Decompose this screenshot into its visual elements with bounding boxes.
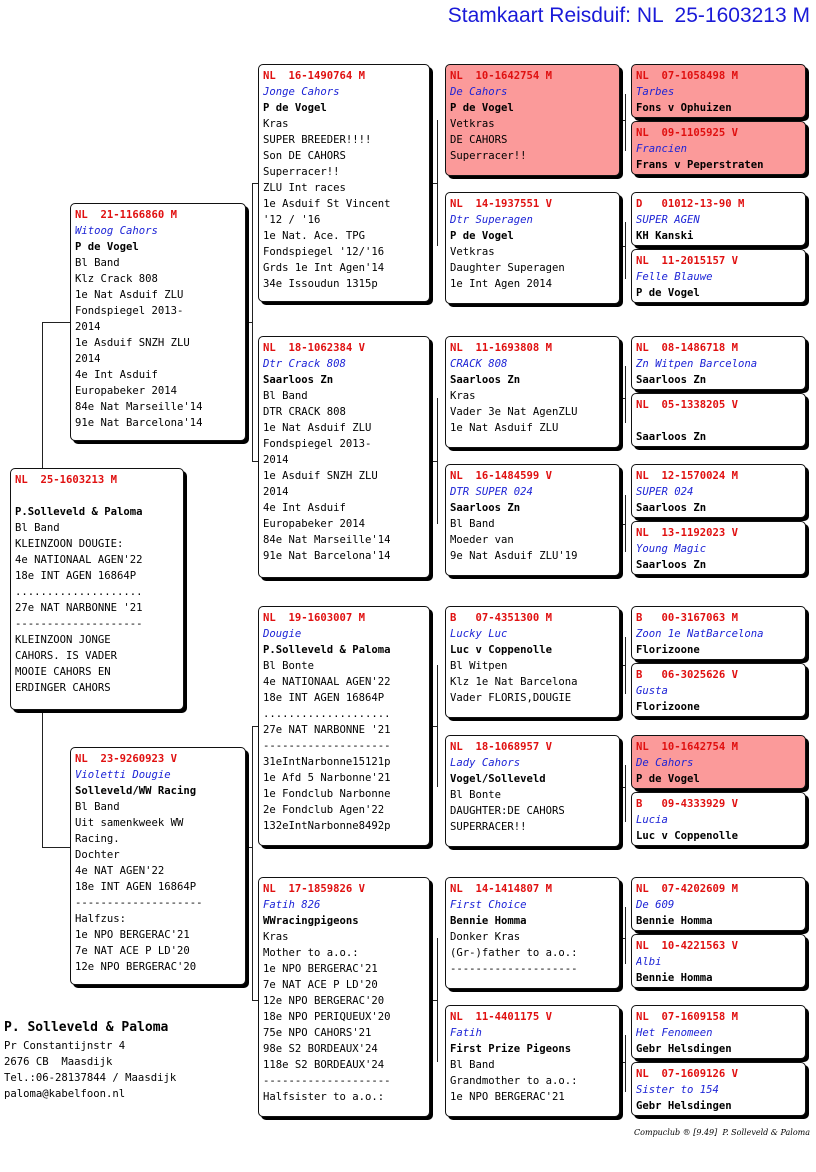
pigeon-name: Young Magic: [636, 543, 707, 555]
breeder-name: P de Vogel: [450, 102, 514, 114]
pedigree-info-line: Bl Band: [263, 390, 308, 402]
pigeon-name: Tarbes: [636, 86, 675, 98]
breeder-name: P de Vogel: [450, 230, 514, 242]
pigeon-name: De Cahors: [450, 86, 508, 98]
breeder-name: Bennie Homma: [636, 915, 713, 927]
pedigree-info-line: ....................: [263, 708, 391, 720]
pigeon-name: Fatih: [450, 1027, 482, 1039]
connector: [620, 524, 626, 525]
ring-number: NL 13-1192023 V: [636, 527, 739, 539]
ring-number: D 01012-13-90 M: [636, 198, 745, 210]
pedigree-info-line: 12e NPO BERGERAC'20: [75, 961, 197, 973]
pedigree-info-line: Halfzus:: [75, 913, 127, 925]
pigeon-name: Zoon 1e NatBarcelona: [636, 628, 764, 640]
connector: [620, 120, 626, 121]
pedigree-info-line: 2014: [263, 454, 289, 466]
pigeon-name: Lucky Luc: [450, 628, 508, 640]
pedigree-info-line: 1e NPO BERGERAC'21: [75, 929, 190, 941]
breeder-name: Gebr Helsdingen: [636, 1100, 732, 1112]
pigeon-name: Zn Witpen Barcelona: [636, 358, 758, 370]
pedigree-card-gen4[interactable]: [631, 792, 806, 846]
pedigree-info-line: 4e NATIONAAL AGEN'22: [263, 676, 391, 688]
ring-number: NL 16-1484599 V: [450, 470, 553, 482]
ring-number: NL 18-1062384 V: [263, 342, 366, 354]
ring-number: NL 10-1642754 M: [636, 741, 739, 753]
pedigree-info-line: Vetkras: [450, 118, 495, 130]
pedigree-info-line: ZLU Int races: [263, 182, 346, 194]
pedigree-info-line: CAHORS. IS VADER: [15, 650, 118, 662]
pedigree-card-sdd[interactable]: [445, 464, 620, 576]
connector: [42, 710, 43, 847]
pedigree-info-line: 1e Afd 5 Narbonne'21: [263, 772, 391, 784]
breeder-name: Saarloos Zn: [636, 374, 707, 386]
pigeon-name: Het Fenomeen: [636, 1027, 713, 1039]
breeder-name: Saarloos Zn: [636, 502, 707, 514]
pigeon-name: Dtr Superagen: [450, 214, 533, 226]
connector: [620, 246, 626, 247]
connector: [625, 222, 626, 279]
pedigree-card-sds[interactable]: [445, 336, 620, 448]
pedigree-info-line: 98e S2 BORDEAUX'24: [263, 1043, 378, 1055]
pedigree-info-line: Donker Kras: [450, 931, 521, 943]
breeder-name: P de Vogel: [263, 102, 327, 114]
connector: [246, 322, 253, 323]
pigeon-name: Lady Cahors: [450, 757, 521, 769]
pedigree-info-line: Grds 1e Int Agen'14: [263, 262, 385, 274]
pigeon-name: [636, 413, 801, 429]
pedigree-card-gen4[interactable]: [631, 249, 806, 303]
breeder-name: Vogel/Solleveld: [450, 773, 546, 785]
connector: [625, 1035, 626, 1092]
pedigree-info-line: Europabeker 2014: [75, 385, 178, 397]
pigeon-name: DTR SUPER 024: [450, 486, 533, 498]
ring-number: B 09-4333929 V: [636, 798, 739, 810]
pedigree-info-line: 2e Fondclub Agen'22: [263, 804, 385, 816]
breeder-name: Florizoone: [636, 644, 700, 656]
pedigree-info-line: 84e Nat Marseille'14: [75, 401, 203, 413]
pedigree-info-line: (Gr-)father to a.o.:: [450, 947, 578, 959]
ring-number: NL 14-1414807 M: [450, 883, 553, 895]
pedigree-info-line: Dochter: [75, 849, 120, 861]
pedigree-info-line: 118e S2 BORDEAUX'24: [263, 1059, 385, 1071]
ring-number: NL 18-1068957 V: [450, 741, 553, 753]
pedigree-info-line: Kras: [263, 118, 289, 130]
pedigree-info-line: 7e NAT ACE P LD'20: [75, 945, 190, 957]
pigeon-name: Francien: [636, 143, 688, 155]
pedigree-info-line: 18e NPO PERIQUEUX'20: [263, 1011, 391, 1023]
breeder-name: Fons v Ophuizen: [636, 102, 732, 114]
ring-number: NL 07-1609158 M: [636, 1011, 739, 1023]
pedigree-info-line: 34e Issoudun 1315p: [263, 278, 378, 290]
ring-number: NL 23-9260923 V: [75, 753, 178, 765]
pedigree-info-line: Kras: [263, 931, 289, 943]
pigeon-name: First Choice: [450, 899, 527, 911]
pigeon-name: Witoog Cahors: [75, 225, 158, 237]
pedigree-card-dss[interactable]: [445, 606, 620, 718]
owner-address: Pr Constantijnstr 4: [4, 1040, 126, 1052]
pedigree-info-line: '12 / '16: [263, 214, 321, 226]
pedigree-info-line: Superracer!!: [263, 166, 340, 178]
pedigree-info-line: DAUGHTER:DE CAHORS: [450, 805, 565, 817]
breeder-name: Bennie Homma: [450, 915, 527, 927]
ring-number: NL 10-4221563 V: [636, 940, 739, 952]
pedigree-card-sss[interactable]: [445, 64, 620, 176]
breeder-name: Luc v Coppenolle: [636, 830, 739, 842]
owner-city: 2676 CB Maasdijk: [4, 1056, 113, 1068]
breeder-name: P de Vogel: [75, 241, 139, 253]
pedigree-info-line: 1e Int Agen 2014: [450, 278, 553, 290]
pedigree-info-line: 4e NAT AGEN'22: [75, 865, 165, 877]
pedigree-info-line: DTR CRACK 808: [263, 406, 346, 418]
connector: [625, 366, 626, 423]
connector: [620, 787, 626, 788]
ring-number: NL 11-2015157 V: [636, 255, 739, 267]
pedigree-info-line: 18e INT AGEN 16864P: [75, 881, 197, 893]
pedigree-info-line: KLEINZOON DOUGIE:: [15, 538, 124, 550]
pedigree-info-line: Kras: [450, 390, 476, 402]
pigeon-name: De 609: [636, 899, 675, 911]
pigeon-name: Lucia: [636, 814, 668, 826]
pedigree-info-line: ....................: [15, 586, 143, 598]
ring-number: NL 07-1609126 V: [636, 1068, 739, 1080]
breeder-name: Florizoone: [636, 701, 700, 713]
connector: [252, 726, 253, 1000]
pedigree-card-gen4[interactable]: [631, 735, 806, 789]
pedigree-info-line: --------------------: [263, 740, 391, 752]
pigeon-name: Dougie: [263, 628, 302, 640]
pigeon-name: SUPER 024: [636, 486, 694, 498]
pedigree-card-gen4[interactable]: [631, 521, 806, 575]
pedigree-info-line: DE CAHORS: [450, 134, 508, 146]
pedigree-info-line: Bl Witpen: [450, 660, 508, 672]
pedigree-info-line: Uit samenkweek WW: [75, 817, 184, 829]
pedigree-info-line: ERDINGER CAHORS: [15, 682, 111, 694]
pedigree-info-line: P.Solleveld & Paloma: [15, 506, 143, 518]
pedigree-info-line: Moeder van: [450, 534, 514, 546]
breeder-name: Saarloos Zn: [636, 431, 707, 443]
pedigree-card-sire-dam[interactable]: [258, 336, 430, 578]
connector: [625, 94, 626, 151]
pedigree-info-line: 1e Asduif St Vincent: [263, 198, 391, 210]
ring-number: NL 17-1859826 V: [263, 883, 366, 895]
pedigree-info-line: Fondspiegel '12/'16: [263, 246, 385, 258]
pedigree-info-line: 9e Nat Asduif ZLU'19: [450, 550, 578, 562]
pedigree-info-line: 1e Fondclub Narbonne: [263, 788, 391, 800]
pedigree-info-line: 18e INT AGEN 16864P: [263, 692, 385, 704]
connector: [620, 398, 626, 399]
pedigree-card-gen4[interactable]: [631, 64, 806, 118]
connector: [42, 322, 43, 468]
pedigree-info-line: 1e Nat Asduif ZLU: [75, 289, 184, 301]
connector: [430, 461, 438, 462]
connector: [430, 183, 438, 184]
pedigree-card-gen4[interactable]: [631, 393, 806, 447]
pedigree-card-sire-sire[interactable]: [258, 64, 430, 302]
ring-number: B 07-4351300 M: [450, 612, 553, 624]
pigeon-name: Albi: [636, 956, 662, 968]
pedigree-card-gen4[interactable]: [631, 464, 806, 518]
pigeon-name: Violetti Dougie: [75, 769, 171, 781]
breeder-name: WWracingpigeons: [263, 915, 359, 927]
pedigree-card-ssd[interactable]: [445, 192, 620, 304]
pedigree-card-gen4[interactable]: [631, 121, 806, 175]
pedigree-card-gen4[interactable]: [631, 192, 806, 246]
pigeon-name: Dtr Crack 808: [263, 358, 346, 370]
pedigree-info-line: Bl Bonte: [263, 660, 315, 672]
ring-number: NL 05-1338205 V: [636, 399, 739, 411]
owner-contact-block: [4, 1018, 176, 1102]
pedigree-info-line: Fondspiegel 2013-: [263, 438, 372, 450]
pedigree-info-line: 1e NPO BERGERAC'21: [263, 963, 378, 975]
pedigree-info-line: Bl Band: [75, 257, 120, 269]
breeder-name: Bennie Homma: [636, 972, 713, 984]
footer-credit: Compuclub ® [9.49] P. Solleveld & Paloma: [634, 1128, 810, 1137]
breeder-name: P de Vogel: [636, 287, 700, 299]
pigeon-name: Fatih 826: [263, 899, 321, 911]
connector: [620, 1062, 626, 1063]
ring-number: NL 11-1693808 M: [450, 342, 553, 354]
owner-phone: Tel.:06-28137844 / Maasdijk: [4, 1072, 177, 1084]
pedigree-info-line: 1e NPO BERGERAC'21: [450, 1091, 565, 1103]
breeder-name: Saarloos Zn: [636, 559, 707, 571]
pedigree-info-line: --------------------: [75, 897, 203, 909]
pedigree-card-subject[interactable]: [10, 468, 184, 710]
pedigree-info-line: --------------------: [263, 1075, 391, 1087]
ring-number: NL 11-4401175 V: [450, 1011, 553, 1023]
pedigree-card-gen4[interactable]: [631, 877, 806, 931]
pedigree-info-line: Son DE CAHORS: [263, 150, 346, 162]
pedigree-card-dds[interactable]: [445, 877, 620, 989]
pedigree-info-line: 84e Nat Marseille'14: [263, 534, 391, 546]
pedigree-info-line: 27e NAT NARBONNE '21: [15, 602, 143, 614]
connector: [625, 765, 626, 822]
pedigree-info-line: Bl Band: [450, 518, 495, 530]
breeder-name: Saarloos Zn: [263, 374, 334, 386]
ring-number: NL 16-1490764 M: [263, 70, 366, 82]
pedigree-info-line: --------------------: [450, 963, 578, 975]
pedigree-info-line: Mother to a.o.:: [263, 947, 359, 959]
pedigree-card-ddd[interactable]: [445, 1005, 620, 1117]
pedigree-info-line: KLEINZOON JONGE: [15, 634, 111, 646]
pigeon-name: De Cahors: [636, 757, 694, 769]
pedigree-info-line: 4e NATIONAAL AGEN'22: [15, 554, 143, 566]
owner-email[interactable]: paloma@kabelfoon.nl: [4, 1088, 126, 1100]
pedigree-card-gen4[interactable]: [631, 606, 806, 660]
breeder-name: KH Kanski: [636, 230, 694, 242]
pedigree-info-line: SUPERRACER!!: [450, 821, 527, 833]
pedigree-info-line: Bl Bonte: [450, 789, 502, 801]
pedigree-card-sire[interactable]: [70, 203, 246, 441]
pedigree-info-line: 2014: [75, 353, 101, 365]
connector: [42, 847, 70, 848]
pigeon-name: Sister to 154: [636, 1084, 719, 1096]
ring-number: NL 10-1642754 M: [450, 70, 553, 82]
connector: [620, 665, 626, 666]
pedigree-info-line: 4e Int Asduif: [75, 369, 158, 381]
pedigree-info-line: Racing.: [75, 833, 120, 845]
pedigree-info-line: 18e INT AGEN 16864P: [15, 570, 137, 582]
pedigree-info-line: 4e Int Asduif: [263, 502, 346, 514]
breeder-name: Luc v Coppenolle: [450, 644, 553, 656]
pedigree-card-gen4[interactable]: [631, 336, 806, 390]
breeder-name: Gebr Helsdingen: [636, 1043, 732, 1055]
pedigree-info-line: 31eIntNarbonne15121p: [263, 756, 391, 768]
pedigree-card-gen4[interactable]: [631, 1062, 806, 1116]
pedigree-card-gen4[interactable]: [631, 1005, 806, 1059]
pedigree-info-line: 1e Asduif SNZH ZLU: [75, 337, 190, 349]
pedigree-info-line: 91e Nat Barcelona'14: [75, 417, 203, 429]
pigeon-name: CRACK 808: [450, 358, 508, 370]
pedigree-info-line: 75e NPO CAHORS'21: [263, 1027, 372, 1039]
ring-number: NL 14-1937551 V: [450, 198, 553, 210]
pedigree-card-dam-dam[interactable]: [258, 877, 430, 1117]
ring-number: NL 12-1570024 M: [636, 470, 739, 482]
pedigree-info-line: 2014: [75, 321, 101, 333]
pedigree-info-line: 27e NAT NARBONNE '21: [263, 724, 391, 736]
ring-number: NL 07-1058498 M: [636, 70, 739, 82]
breeder-name: Frans v Peperstraten: [636, 159, 764, 171]
connector: [42, 322, 70, 323]
connector: [620, 938, 626, 939]
pigeon-name: Jonge Cahors: [263, 86, 340, 98]
breeder-name: Solleveld/WW Racing: [75, 785, 197, 797]
ring-number: NL 21-1166860 M: [75, 209, 178, 221]
pedigree-info-line: Halfsister to a.o.:: [263, 1091, 385, 1103]
breeder-name: First Prize Pigeons: [450, 1043, 572, 1055]
pedigree-info-line: 91e Nat Barcelona'14: [263, 550, 391, 562]
pedigree-info-line: 1e Nat Asduif ZLU: [450, 422, 559, 434]
pedigree-card-dam-sire[interactable]: [258, 606, 430, 846]
owner-name: P. Solleveld & Paloma: [4, 1020, 169, 1035]
pedigree-card-dsd[interactable]: [445, 735, 620, 847]
pedigree-info-line: SUPER BREEDER!!!!: [263, 134, 372, 146]
pedigree-card-dam[interactable]: [70, 747, 246, 985]
breeder-name: P de Vogel: [636, 773, 700, 785]
connector: [625, 907, 626, 964]
ring-number: NL 25-1603213 M: [15, 474, 118, 486]
breeder-name: Saarloos Zn: [450, 374, 521, 386]
pedigree-info-line: 1e Nat Asduif ZLU: [263, 422, 372, 434]
pedigree-info-line: 7e NAT ACE P LD'20: [263, 979, 378, 991]
connector: [430, 726, 438, 727]
pigeon-name: Gusta: [636, 685, 668, 697]
breeder-name: P.Solleveld & Paloma: [263, 644, 391, 656]
pedigree-info-line: Vader 3e Nat AgenZLU: [450, 406, 578, 418]
breeder-name: Saarloos Zn: [450, 502, 521, 514]
pedigree-info-line: Daughter Superagen: [450, 262, 565, 274]
ring-number: NL 08-1486718 M: [636, 342, 739, 354]
pedigree-info-line: Grandmother to a.o.:: [450, 1075, 578, 1087]
pedigree-info-line: 1e Nat. Ace. TPG: [263, 230, 366, 242]
pedigree-info-line: 12e NPO BERGERAC'20: [263, 995, 385, 1007]
ring-number: B 06-3025626 V: [636, 669, 739, 681]
pedigree-info-line: 2014: [263, 486, 289, 498]
ring-number: NL 09-1105925 V: [636, 127, 739, 139]
pedigree-info-line: 1e Asduif SNZH ZLU: [263, 470, 378, 482]
pedigree-info-line: MOOIE CAHORS EN: [15, 666, 111, 678]
pedigree-info-line: Klz 1e Nat Barcelona: [450, 676, 578, 688]
pedigree-card-gen4[interactable]: [631, 934, 806, 988]
pigeon-name: Felle Blauwe: [636, 271, 713, 283]
ring-number: NL 19-1603007 M: [263, 612, 366, 624]
pedigree-info-line: Klz Crack 808: [75, 273, 158, 285]
pedigree-info-line: Europabeker 2014: [263, 518, 366, 530]
ring-number: NL 07-4202609 M: [636, 883, 739, 895]
pedigree-info-line: Bl Band: [75, 801, 120, 813]
spacer: [15, 488, 179, 504]
pedigree-info-line: Vetkras: [450, 246, 495, 258]
pigeon-name: SUPER AGEN: [636, 214, 700, 226]
connector: [430, 1000, 438, 1001]
pedigree-info-line: Vader FLORIS,DOUGIE: [450, 692, 572, 704]
pedigree-info-line: Fondspiegel 2013-: [75, 305, 184, 317]
pedigree-info-line: 132eIntNarbonne8492p: [263, 820, 391, 832]
page-title: Stamkaart Reisduif: NL 25-1603213 M: [447, 4, 810, 27]
pedigree-info-line: --------------------: [15, 618, 143, 630]
connector: [246, 847, 253, 848]
pedigree-info-line: Superracer!!: [450, 150, 527, 162]
pedigree-info-line: Bl Band: [15, 522, 60, 534]
pedigree-info-line: Bl Band: [450, 1059, 495, 1071]
ring-number: B 00-3167063 M: [636, 612, 739, 624]
pedigree-card-gen4[interactable]: [631, 663, 806, 717]
